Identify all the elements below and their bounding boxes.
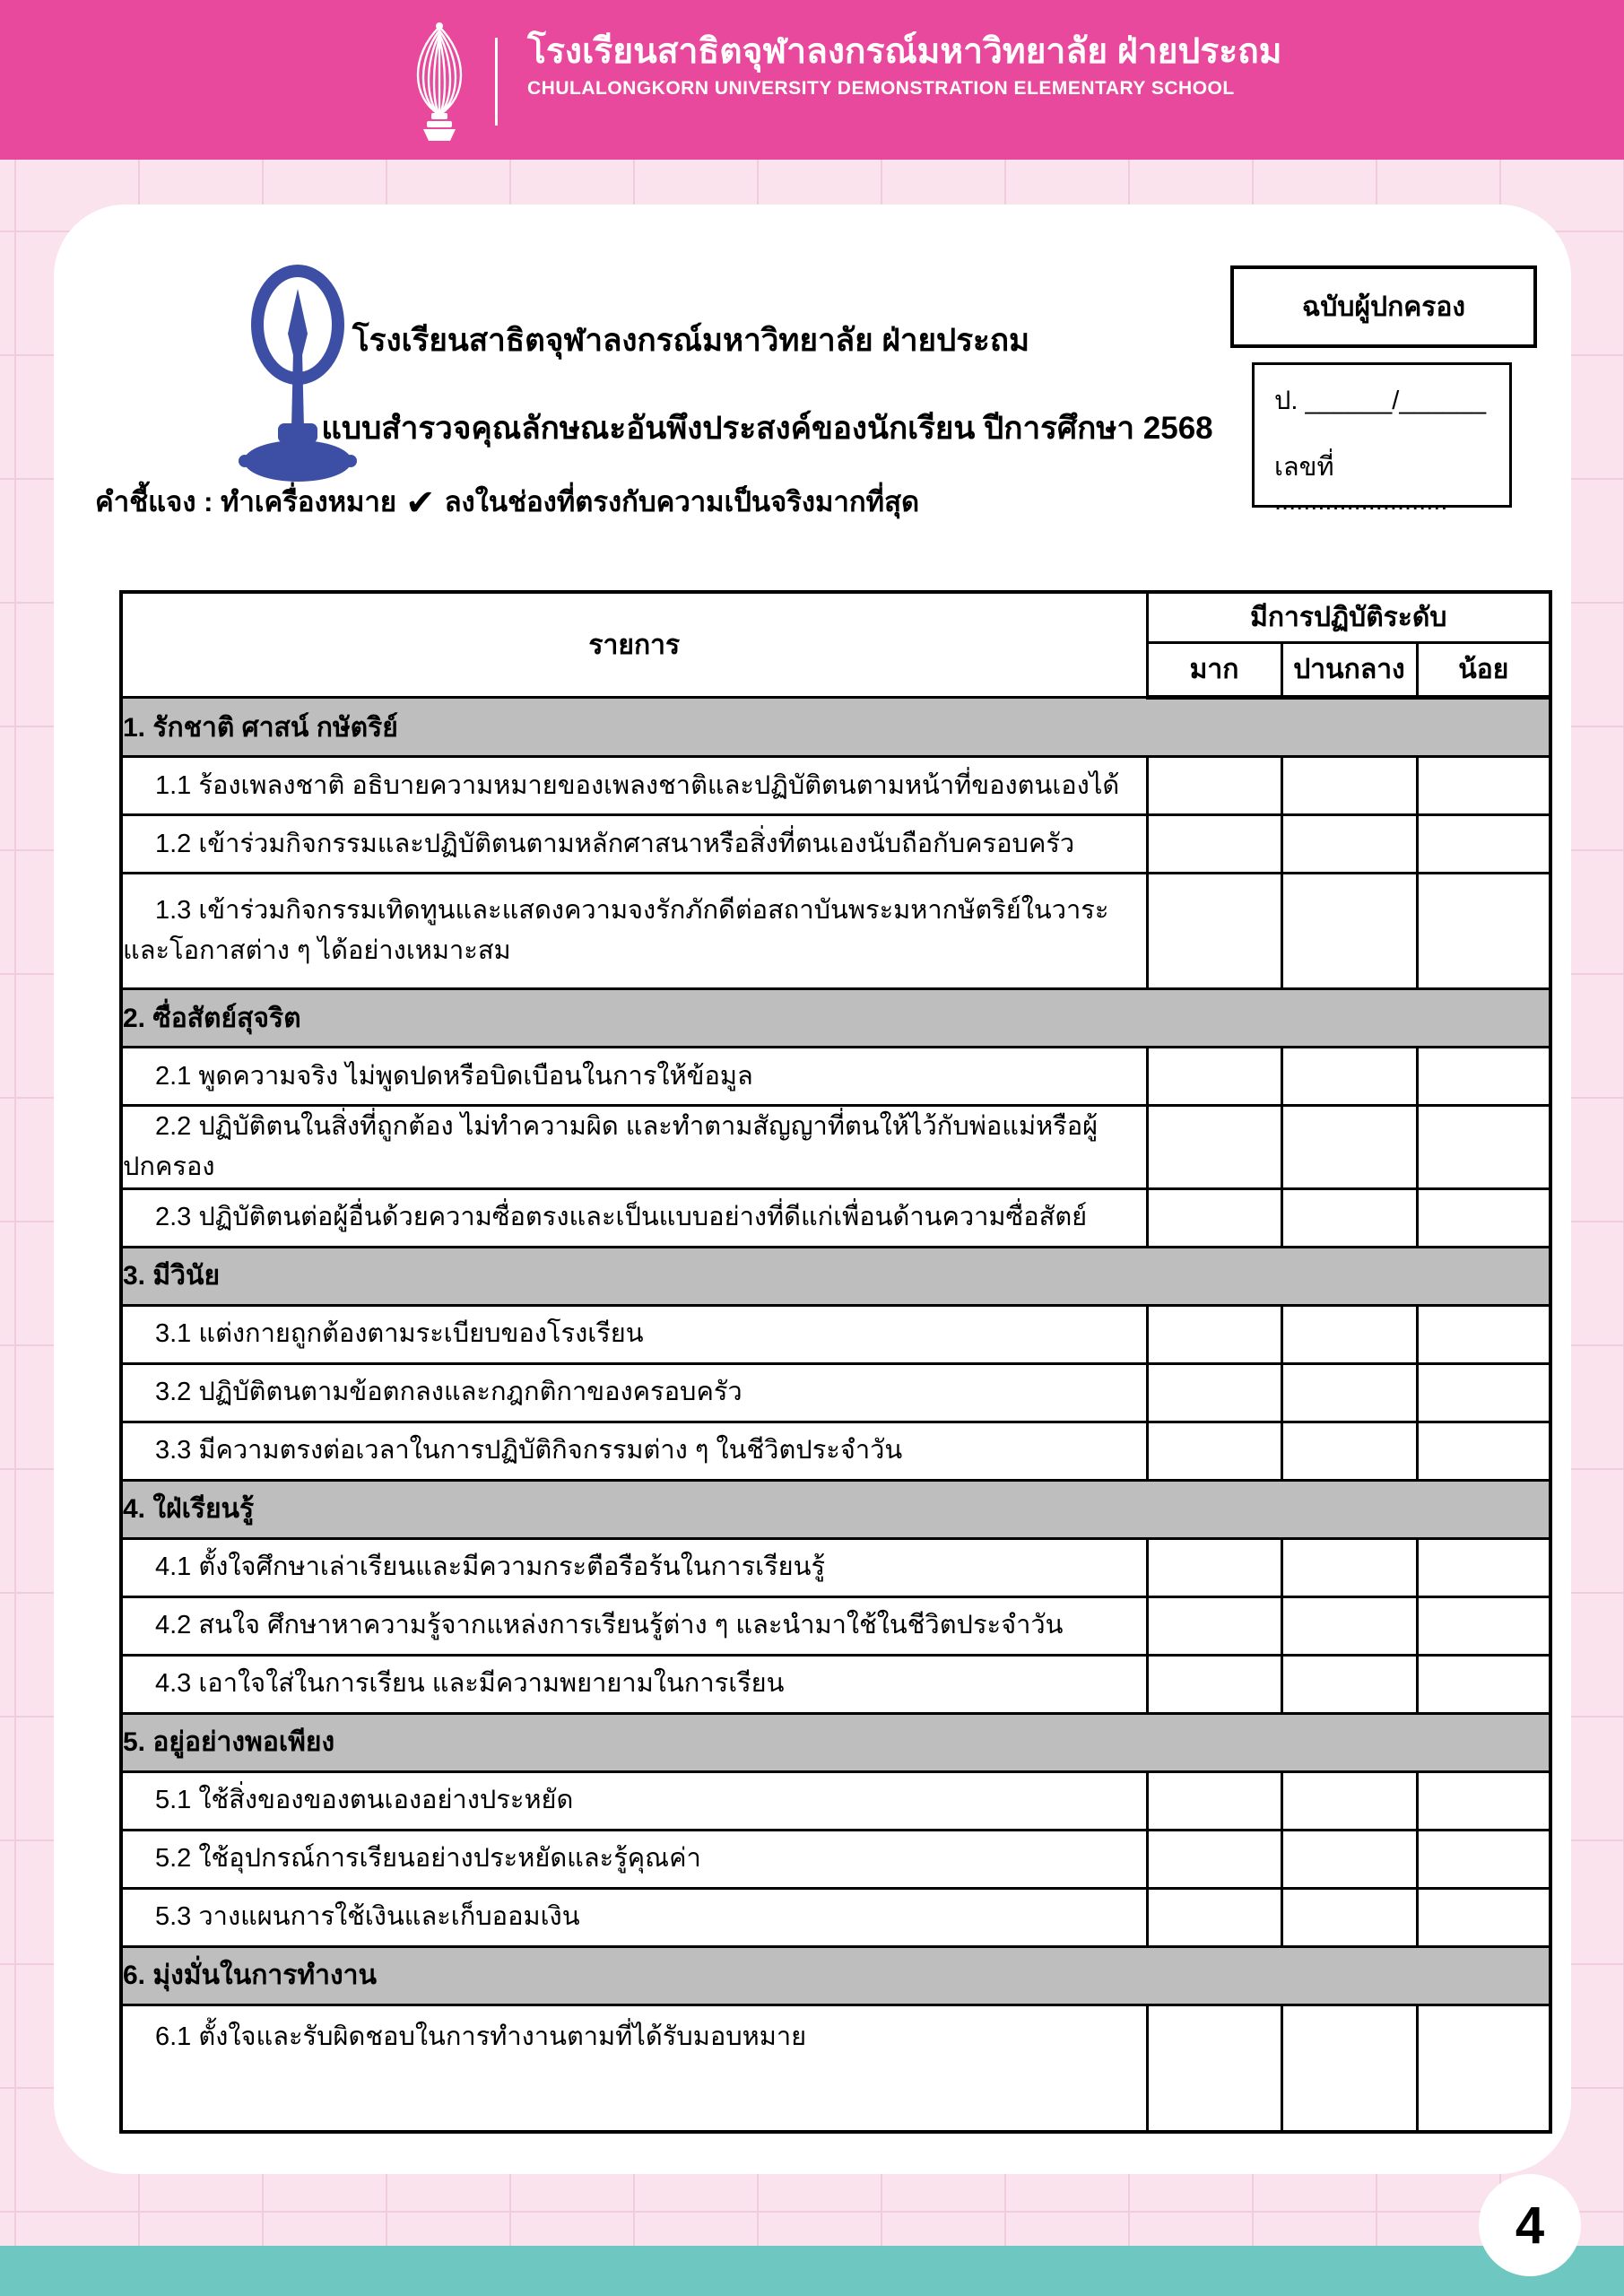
rating-cell-low[interactable]	[1417, 815, 1550, 874]
item-row	[121, 1106, 1550, 1189]
item-column-header: รายการ	[121, 592, 1147, 698]
check-mark-icon: ✔	[405, 483, 436, 523]
item-label-cell: 5.3 วางแผนการใช้เงินและเก็บออมเงิน	[121, 1888, 1147, 1946]
rating-cell-low[interactable]	[1417, 1596, 1550, 1655]
section-header-cell: 2. ซื่อสัตย์สุจริต	[121, 989, 1550, 1048]
rating-level-low: น้อย	[1417, 643, 1550, 698]
section-row	[121, 989, 1550, 1048]
copy-label-box	[1230, 265, 1537, 348]
copy-label: ฉบับผู้ปกครอง	[1301, 291, 1466, 322]
item-row	[121, 2005, 1550, 2132]
section-header-cell: 5. อยู่อย่างพอเพียง	[121, 1713, 1550, 1771]
banner-text	[527, 30, 1282, 100]
item-row	[121, 1048, 1550, 1106]
school-banner	[0, 0, 1624, 160]
item-label-cell: 3.1 แต่งกายถูกต้องตามระเบียบของโรงเรียน	[121, 1305, 1147, 1363]
rating-cell-medium[interactable]	[1281, 1830, 1417, 1888]
instruction-prefix: คำชี้แจง : ทำเครื่องหมาย	[95, 486, 397, 517]
rating-cell-medium[interactable]	[1281, 1048, 1417, 1106]
chula-emblem-icon	[405, 22, 473, 142]
item-label-cell: 6.1 ตั้งใจและรับผิดชอบในการทำงานตามที่ได้รับมอบหมาย	[121, 2005, 1147, 2132]
item-row	[121, 1538, 1550, 1596]
section-row	[121, 1713, 1550, 1771]
item-label-cell: 1.2 เข้าร่วมกิจกรรมและปฏิบัติตนตามหลักศาสนาหรือสิ่งที่ตนเองนับถือกับครอบครัว	[121, 815, 1147, 874]
rating-cell-medium[interactable]	[1281, 1596, 1417, 1655]
rating-cell-high[interactable]	[1147, 1363, 1281, 1422]
rating-cell-low[interactable]	[1417, 1188, 1550, 1247]
item-label-cell: 4.1 ตั้งใจศึกษาเล่าเรียนและมีความกระตือรือร้นในการเรียนรู้	[121, 1538, 1147, 1596]
item-label-cell: 3.3 มีความตรงต่อเวลาในการปฏิบัติกิจกรรมต่าง ๆ ในชีวิตประจำวัน	[121, 1422, 1147, 1480]
rating-cell-low[interactable]	[1417, 757, 1550, 815]
rating-cell-low[interactable]	[1417, 1888, 1550, 1946]
rating-cell-medium[interactable]	[1281, 1422, 1417, 1480]
item-row	[121, 1888, 1550, 1946]
rating-cell-low[interactable]	[1417, 1830, 1550, 1888]
section-header-cell: 6. มุ่งมั่นในการทำงาน	[121, 1946, 1550, 2005]
rating-cell-medium[interactable]	[1281, 757, 1417, 815]
banner-divider	[495, 38, 498, 126]
instruction-line	[95, 479, 919, 524]
rating-cell-low[interactable]	[1417, 1422, 1550, 1480]
section-row	[121, 698, 1550, 757]
rating-cell-low[interactable]	[1417, 1305, 1550, 1363]
rating-level-high: มาก	[1147, 643, 1281, 698]
grade-field[interactable]: ป. ______/______	[1274, 387, 1487, 415]
survey-table-body	[121, 698, 1550, 2132]
class-number-box	[1252, 362, 1512, 516]
school-name-en: CHULALONGKORN UNIVERSITY DEMONSTRATION ELEMENTARY SCHOOL	[527, 77, 1235, 99]
rating-cell-medium[interactable]	[1281, 1106, 1417, 1189]
item-row	[121, 1363, 1550, 1422]
rating-cell-medium[interactable]	[1281, 815, 1417, 874]
rating-cell-low[interactable]	[1417, 1106, 1550, 1189]
rating-cell-high[interactable]	[1147, 874, 1281, 989]
rating-cell-medium[interactable]	[1281, 1771, 1417, 1830]
item-label-cell: 5.1 ใช้สิ่งของของตนเองอย่างประหยัด	[121, 1771, 1147, 1830]
item-row	[121, 815, 1550, 874]
rating-cell-medium[interactable]	[1281, 874, 1417, 989]
rating-cell-low[interactable]	[1417, 1538, 1550, 1596]
rating-cell-medium[interactable]	[1281, 1538, 1417, 1596]
rating-cell-high[interactable]	[1147, 1048, 1281, 1106]
section-header-cell: 3. มีวินัย	[121, 1247, 1550, 1305]
rating-cell-high[interactable]	[1147, 1830, 1281, 1888]
rating-cell-high[interactable]	[1147, 815, 1281, 874]
item-row	[121, 757, 1550, 815]
rating-cell-low[interactable]	[1417, 1655, 1550, 1713]
rating-cell-low[interactable]	[1417, 1048, 1550, 1106]
rating-level-medium: ปานกลาง	[1281, 643, 1417, 698]
rating-cell-high[interactable]	[1147, 1655, 1281, 1713]
rating-group-header: มีการปฏิบัติระดับ	[1147, 592, 1550, 643]
footer-teal-bar	[0, 2246, 1624, 2296]
number-field[interactable]: เลขที่ ........................	[1274, 453, 1448, 516]
item-label-cell: 2.2 ปฏิบัติตนในสิ่งที่ถูกต้อง ไม่ทำความผิด และทำตามสัญญาที่ตนให้ไว้กับพ่อแม่หรือผู้ปกครอง	[121, 1106, 1147, 1189]
rating-cell-low[interactable]	[1417, 2005, 1550, 2132]
rating-cell-medium[interactable]	[1281, 1888, 1417, 1946]
rating-cell-high[interactable]	[1147, 1106, 1281, 1189]
item-label-cell: 1.1 ร้องเพลงชาติ อธิบายความหมายของเพลงชาติและปฏิบัติตนตามหน้าที่ของตนเองได้	[121, 757, 1147, 815]
section-row	[121, 1946, 1550, 2005]
rating-cell-medium[interactable]	[1281, 1363, 1417, 1422]
section-row	[121, 1247, 1550, 1305]
rating-cell-high[interactable]	[1147, 1888, 1281, 1946]
rating-cell-high[interactable]	[1147, 757, 1281, 815]
item-label-cell: 2.3 ปฏิบัติตนต่อผู้อื่นด้วยความซื่อตรงและเป็นแบบอย่างที่ดีแก่เพื่อนด้านความซื่อสัตย์	[121, 1188, 1147, 1247]
item-label-cell: 5.2 ใช้อุปกรณ์การเรียนอย่างประหยัดและรู้คุณค่า	[121, 1830, 1147, 1888]
school-name-th: โรงเรียนสาธิตจุฬาลงกรณ์มหาวิทยาลัย ฝ่ายประถม	[527, 32, 1282, 71]
item-label-cell: 4.3 เอาใจใส่ในการเรียน และมีความพยายามในการเรียน	[121, 1655, 1147, 1713]
rating-cell-medium[interactable]	[1281, 1655, 1417, 1713]
section-header-cell: 1. รักชาติ ศาสน์ กษัตริย์	[121, 698, 1550, 757]
rating-cell-high[interactable]	[1147, 1771, 1281, 1830]
item-row	[121, 1655, 1550, 1713]
document-title-line2: แบบสำรวจคุณลักษณะอันพึงประสงค์ของนักเรียน ปีการศึกษา 2568	[321, 411, 1213, 446]
item-row	[121, 1830, 1550, 1888]
rating-cell-high[interactable]	[1147, 1188, 1281, 1247]
survey-table	[119, 590, 1552, 2134]
item-label-cell: 1.3 เข้าร่วมกิจกรรมเทิดทูนและแสดงความจงรักภักดีต่อสถาบันพระมหากษัตริย์ในวาระและโอกาสต่าง ๆ ได้อย่างเหมาะสม	[121, 874, 1147, 989]
rating-cell-high[interactable]	[1147, 1538, 1281, 1596]
instruction-suffix: ลงในช่องที่ตรงกับความเป็นจริงมากที่สุด	[444, 486, 920, 517]
item-label-cell: 3.2 ปฏิบัติตนตามข้อตกลงและกฎกติกาของครอบครัว	[121, 1363, 1147, 1422]
page-number: 4	[1515, 2196, 1545, 2255]
item-row	[121, 1188, 1550, 1247]
rating-cell-medium[interactable]	[1281, 2005, 1417, 2132]
rating-cell-high[interactable]	[1147, 2005, 1281, 2132]
rating-cell-low[interactable]	[1417, 1771, 1550, 1830]
item-row	[121, 1422, 1550, 1480]
rating-cell-low[interactable]	[1417, 1363, 1550, 1422]
item-label-cell: 2.1 พูดความจริง ไม่พูดปดหรือบิดเบือนในการให้ข้อมูล	[121, 1048, 1147, 1106]
section-row	[121, 1480, 1550, 1538]
rating-cell-high[interactable]	[1147, 1422, 1281, 1480]
item-row	[121, 1771, 1550, 1830]
table-header-row-1	[121, 592, 1550, 643]
rating-cell-medium[interactable]	[1281, 1188, 1417, 1247]
rating-cell-high[interactable]	[1147, 1596, 1281, 1655]
rating-cell-medium[interactable]	[1281, 1305, 1417, 1363]
rating-cell-low[interactable]	[1417, 874, 1550, 989]
item-row	[121, 1305, 1550, 1363]
document-title-line1: โรงเรียนสาธิตจุฬาลงกรณ์มหาวิทยาลัย ฝ่ายประถม	[352, 323, 1030, 358]
section-header-cell: 4. ใฝ่เรียนรู้	[121, 1480, 1550, 1538]
item-row	[121, 1596, 1550, 1655]
item-row	[121, 874, 1550, 989]
rating-cell-high[interactable]	[1147, 1305, 1281, 1363]
item-label-cell: 4.2 สนใจ ศึกษาหาความรู้จากแหล่งการเรียนรู้ต่าง ๆ และนำมาใช้ในชีวิตประจำวัน	[121, 1596, 1147, 1655]
page-number-badge	[1479, 2174, 1581, 2276]
